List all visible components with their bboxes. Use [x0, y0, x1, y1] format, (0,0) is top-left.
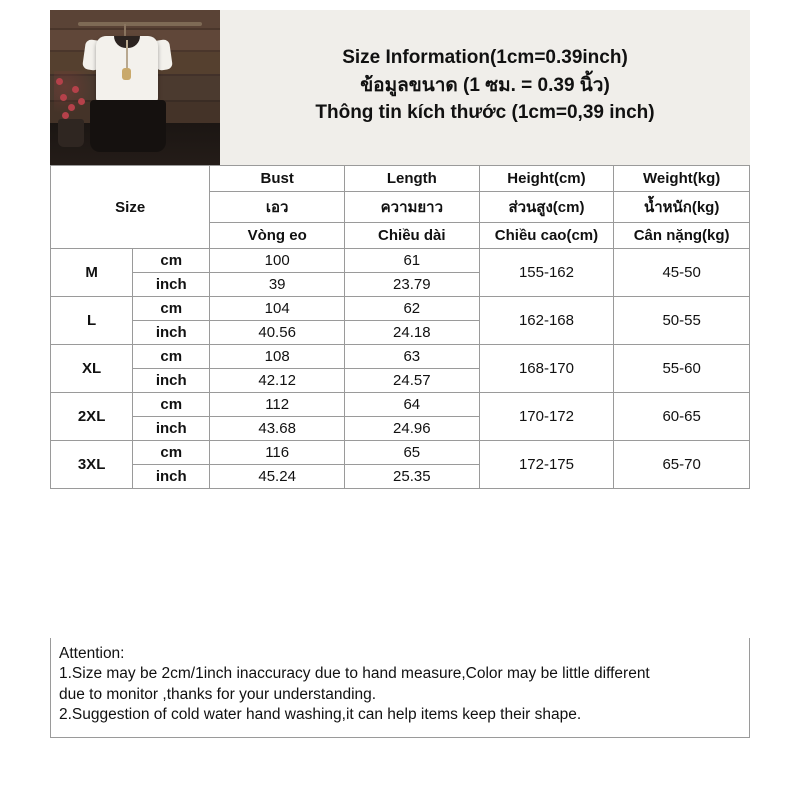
table-row [51, 393, 750, 417]
title-thai: ข้อมูลขนาด (1 ซม. = 0.39 นิ้ว) [360, 74, 610, 96]
attention-heading: Attention: [59, 645, 125, 662]
attention-line-1: 1.Size may be 2cm/1inch inaccuracy due to hand measure,Color may be little different [59, 665, 650, 683]
cell-height: 155-162 [479, 249, 614, 297]
cell-length-cm: 62 [344, 297, 479, 321]
berry-icon [78, 98, 85, 105]
plant-pot [58, 119, 84, 147]
row-size-label: 2XL [51, 393, 133, 441]
cell-length-inch: 23.79 [344, 273, 479, 297]
row-unit-inch: inch [133, 321, 210, 345]
row-unit-cm: cm [133, 345, 210, 369]
cell-length-cm: 63 [344, 345, 479, 369]
attention-block [50, 638, 750, 738]
col-header-length-th: ความยาว [344, 192, 479, 223]
cell-bust-cm: 112 [210, 393, 345, 417]
berry-icon [72, 86, 79, 93]
col-header-bust-th: เอว [210, 192, 345, 223]
row-unit-cm: cm [133, 393, 210, 417]
attention-line-2: due to monitor ,thanks for your understanding. [59, 685, 377, 703]
row-unit-inch: inch [133, 465, 210, 489]
berry-icon [56, 78, 63, 85]
cell-height: 168-170 [479, 345, 614, 393]
row-unit-inch: inch [133, 369, 210, 393]
cell-bust-cm: 116 [210, 441, 345, 465]
col-header-bust-en: Bust [210, 166, 345, 192]
col-header-height-en: Height(cm) [479, 166, 614, 192]
cell-weight: 50-55 [614, 297, 750, 345]
photo-rod [78, 22, 202, 26]
necklace-chain [126, 40, 128, 70]
row-unit-cm: cm [133, 441, 210, 465]
cell-length-inch: 24.57 [344, 369, 479, 393]
row-unit-inch: inch [133, 417, 210, 441]
cell-length-cm: 64 [344, 393, 479, 417]
row-size-label: L [51, 297, 133, 345]
row-unit-inch: inch [133, 273, 210, 297]
attention-line-3: 2.Suggestion of cold water hand washing,it can help items keep their shape. [59, 706, 582, 724]
cell-bust-inch: 45.24 [210, 465, 345, 489]
row-unit-cm: cm [133, 249, 210, 273]
col-header-height-vi: Chiều cao(cm) [479, 223, 614, 249]
berry-icon [60, 94, 67, 101]
col-header-length-en: Length [344, 166, 479, 192]
size-table [50, 165, 750, 489]
black-skirt [90, 100, 166, 152]
cell-length-inch: 24.18 [344, 321, 479, 345]
cell-bust-inch: 40.56 [210, 321, 345, 345]
col-header-weight-th: น้ำหนัก(kg) [614, 192, 750, 223]
cell-bust-cm: 108 [210, 345, 345, 369]
title-english: Size Information(1cm=0.39inch) [342, 47, 628, 69]
cell-length-cm: 65 [344, 441, 479, 465]
col-header-weight-en: Weight(kg) [614, 166, 750, 192]
table-header-row-en [51, 166, 750, 192]
cell-bust-cm: 100 [210, 249, 345, 273]
col-header-weight-vi: Cân nặng(kg) [614, 223, 750, 249]
cell-height: 172-175 [479, 441, 614, 489]
cell-bust-inch: 43.68 [210, 417, 345, 441]
cell-bust-inch: 42.12 [210, 369, 345, 393]
row-size-label: XL [51, 345, 133, 393]
cell-weight: 45-50 [614, 249, 750, 297]
row-size-label: M [51, 249, 133, 297]
title-block [220, 10, 750, 165]
row-size-label: 3XL [51, 441, 133, 489]
product-photo [50, 10, 220, 165]
col-header-bust-vi: Vòng eo [210, 223, 345, 249]
table-row [51, 441, 750, 465]
cell-bust-cm: 104 [210, 297, 345, 321]
title-vietnamese: Thông tin kích thước (1cm=0,39 inch) [315, 102, 655, 124]
berry-icon [62, 112, 69, 119]
cell-weight: 65-70 [614, 441, 750, 489]
table-row [51, 249, 750, 273]
table-row [51, 345, 750, 369]
cell-weight: 60-65 [614, 393, 750, 441]
cell-length-inch: 25.35 [344, 465, 479, 489]
cell-length-cm: 61 [344, 249, 479, 273]
berry-icon [68, 104, 75, 111]
size-word-cell: Size [51, 166, 210, 249]
col-header-length-vi: Chiều dài [344, 223, 479, 249]
header-band [50, 10, 750, 165]
table-row [51, 297, 750, 321]
cell-height: 162-168 [479, 297, 614, 345]
necklace-pendant [122, 68, 131, 80]
cell-height: 170-172 [479, 393, 614, 441]
cell-weight: 55-60 [614, 345, 750, 393]
cell-length-inch: 24.96 [344, 417, 479, 441]
cell-bust-inch: 39 [210, 273, 345, 297]
col-header-height-th: ส่วนสูง(cm) [479, 192, 614, 223]
row-unit-cm: cm [133, 297, 210, 321]
